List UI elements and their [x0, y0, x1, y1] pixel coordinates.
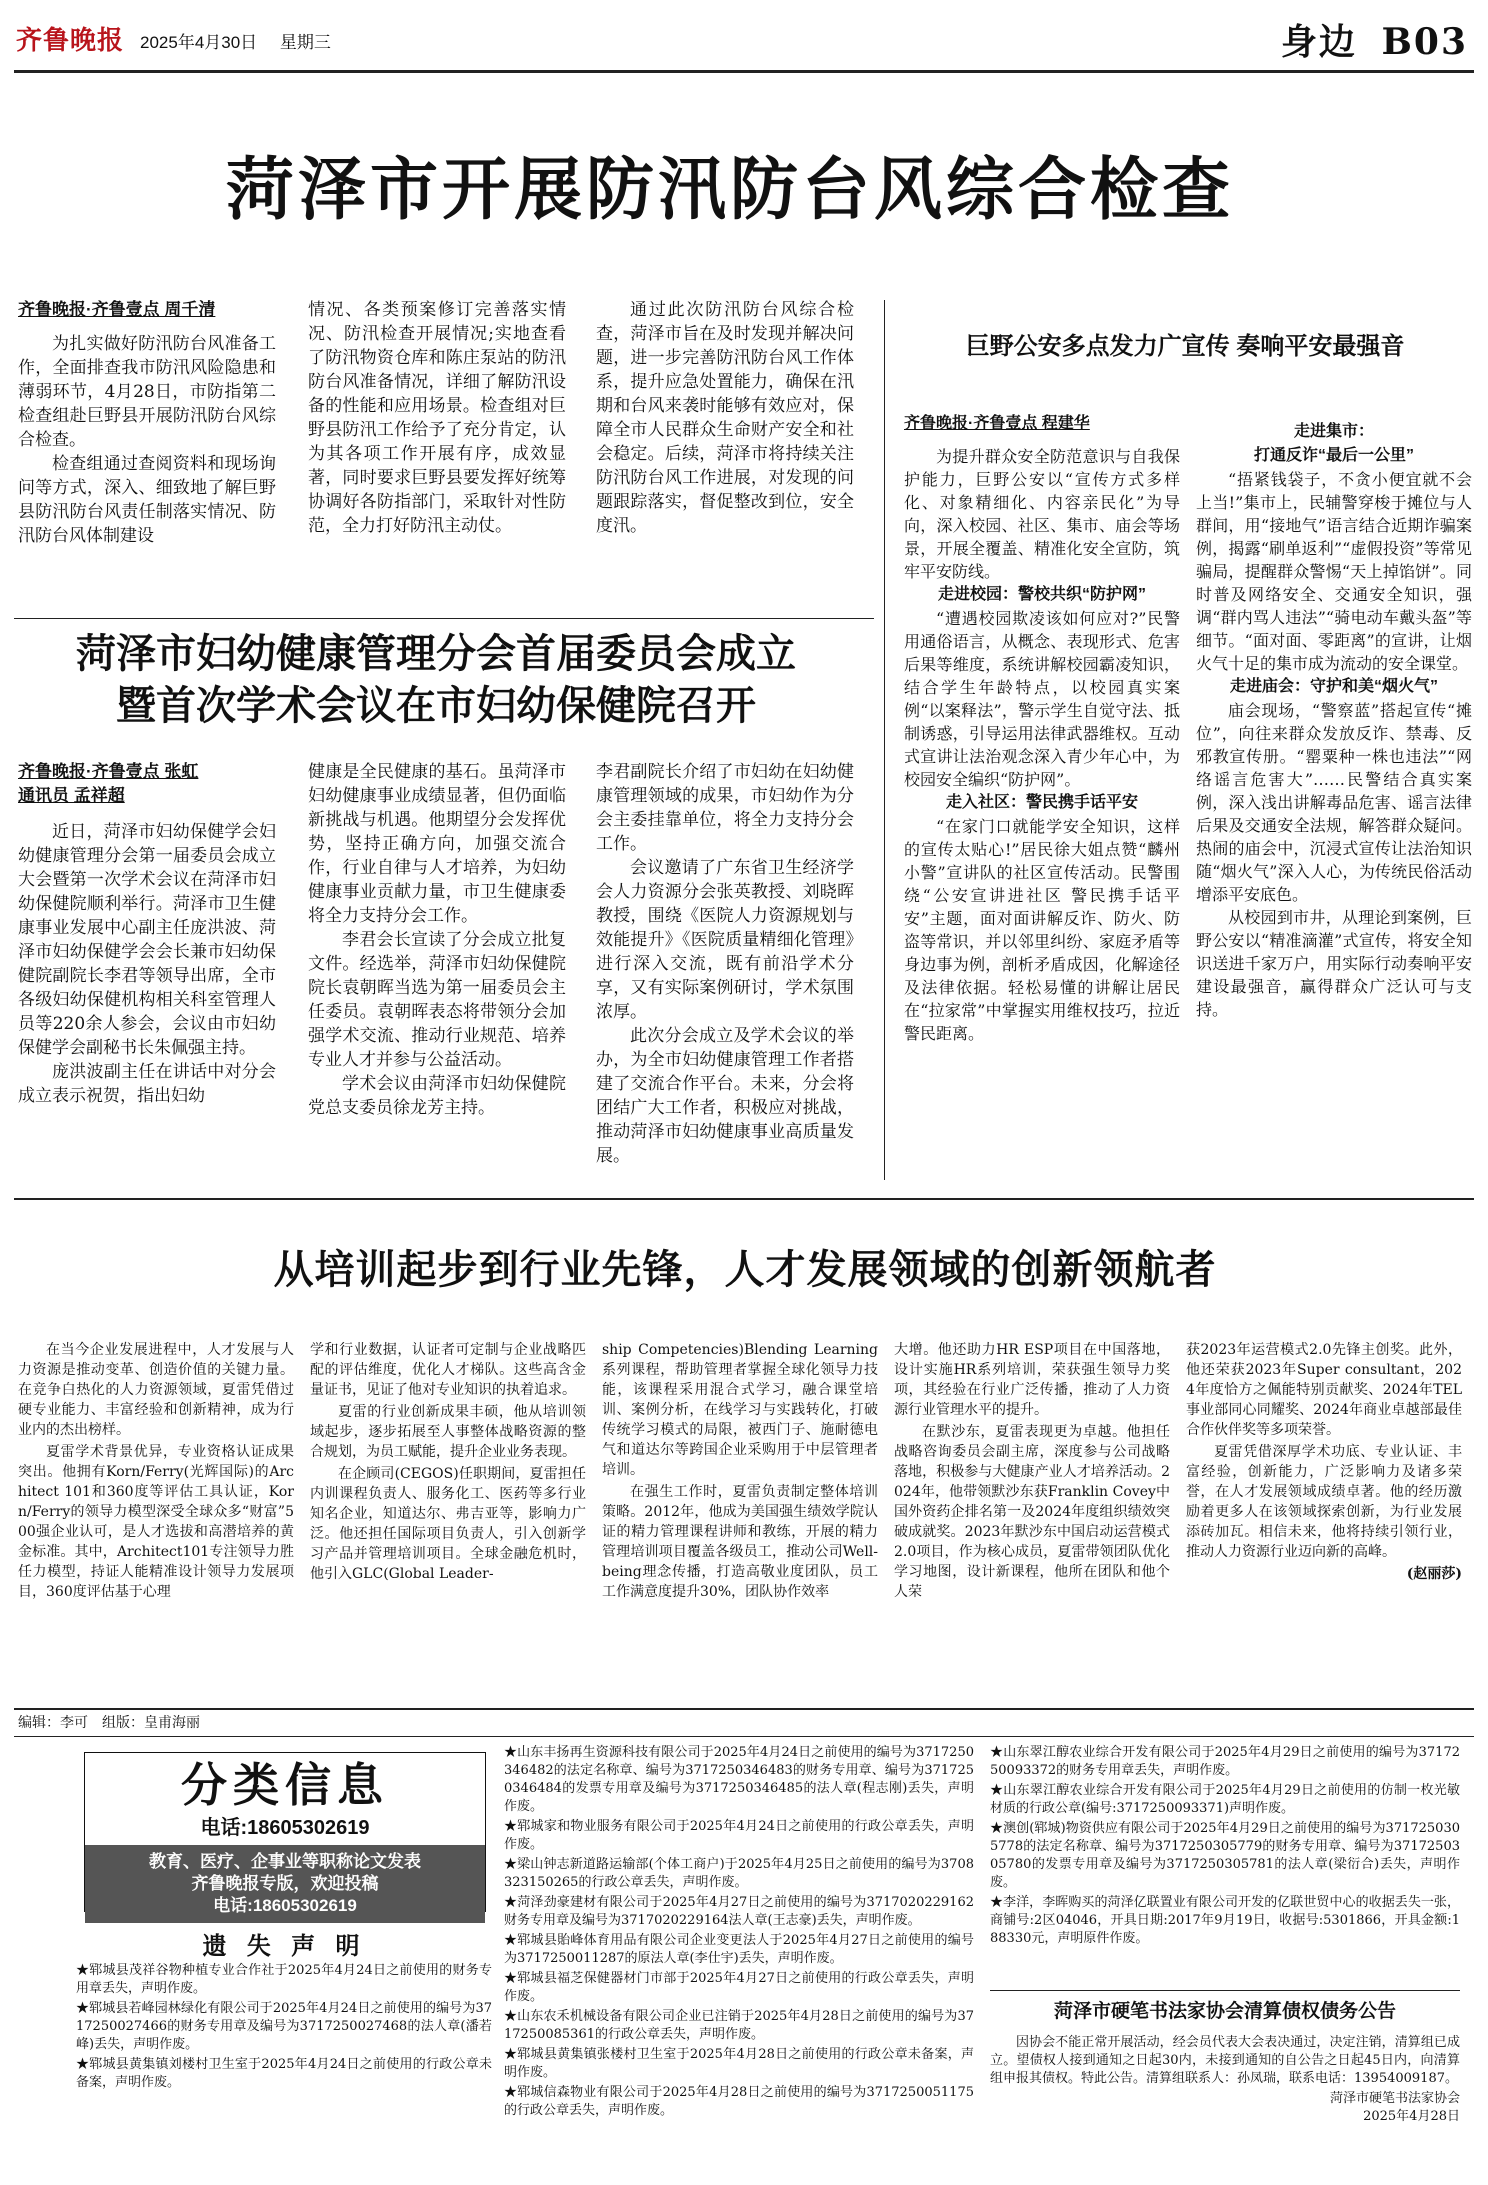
story3-para: “捂紧钱袋子，不贪小便宜就不会上当!”集市上，民辅警穿梭于摊位与人群间，用“接地气”语言结合近期诈骗案例，揭露“刷单返利”“虚假投资”等常见骗局，提醒群众警惕“天上掉馅饼”。同时普及网络安全、交通安全知识，强调“群内骂人违法”“骑电动车戴头盔”等细节。“面对面、零距离”的宣讲，让烟火气十足的集市成为流动的安全课堂。: [1196, 470, 1472, 673]
story3-col2: [1196, 420, 1472, 1021]
story4-para: 学和行业数据，认证者可定制与企业战略匹配的评估维度，优化人才梯队。这些高含金量证书，见证了他对专业知识的执着追求。: [310, 1342, 586, 1398]
divider: [14, 1198, 1474, 1200]
story1-para: 为扎实做好防汛防台风准备工作，全面排查我市防汛风险隐患和薄弱环节，4月28日，市防指第二检查组赴巨野县开展防汛防台风综合检查。: [18, 334, 276, 450]
notice-item: ★梁山钟志新道路运输部(个体工商户)于2025年4月25日之前使用的编号为3708323150265的行政公章丢失，声明作废。: [504, 1857, 974, 1890]
notice-item: ★郓城家和物业服务有限公司于2025年4月24日之前使用的行政公章丢失，声明作废。: [504, 1819, 974, 1852]
lost-notices-mid: [504, 1744, 974, 2122]
notice-item: ★郓城县黄集镇刘楼村卫生室于2025年4月24日之前使用的行政公章未备案，声明作废。: [76, 2057, 492, 2090]
liquidation-notice-body: [990, 2034, 1460, 2126]
band-line: 齐鲁晚报专版，欢迎投稿: [191, 1874, 379, 1893]
story4-para: 在企顾司(CEGOS)任职期间，夏雷担任内训课程负责人、服务化工、医药等多行业知名企业，知道达尔、弗吉亚等，影响力广泛。他还担任国际项目负责人，引入创新学习产品并管理培训项目。全球金融危机时，他引入GLC(Global Leader-: [310, 1466, 586, 1582]
section-label: [1281, 14, 1468, 65]
classified-title: 分类信息: [181, 1759, 389, 1811]
story1-para: 通过此次防汛防台风综合检查，菏泽市旨在及时发现并解决问题，进一步完善防汛防台风工作体系，提升应急处置能力，确保在汛期和台风来袭时能够有效应对，保障全市人民群众生命财产安全和社会稳定。后续，菏泽市将持续关注防汛防台风工作进展，对发现的问题跟踪落实，督促整改到位，安全度汛。: [596, 300, 854, 536]
date-text: 2025年4月30日: [140, 33, 258, 52]
story3-subhead: 走进庙会：守护和美“烟火气”: [1229, 678, 1438, 695]
story2-byline-2: 通讯员 孟祥超: [18, 786, 125, 805]
issue-date: [140, 28, 331, 53]
notice-item: ★山东翠江醇农业综合开发有限公司于2025年4月29日之前使用的仿制一枚光敏材质的行政公章(编号:3717250093371)声明作废。: [990, 1783, 1460, 1816]
lost-notices-right: [990, 1744, 1460, 1950]
notice-item: ★郓城县黄集镇张楼村卫生室于2025年4月28日之前使用的行政公章未备案，声明作废。: [504, 2047, 974, 2080]
story1-headline: 菏泽市开展防汛防台风综合检查: [225, 150, 1234, 230]
page-header: [14, 8, 1474, 73]
story4-para: ship Competencies)Blending Learning系列课程，帮助管理者掌握全球化领导力技能，该课程采用混合式学习，融合课堂培训、案例分析，在线学习与实践转化，打破传统学习模式的局限，被西门子、施耐德电气和道达尔等跨国企业采购用于中层管理者培训。: [602, 1342, 878, 1478]
story4-col2: [310, 1340, 586, 1586]
story4-col1: [18, 1340, 294, 1604]
notice-item: ★菏泽劲豪建材有限公司于2025年4月27日之前使用的编号为3717020229162财务专用章及编号为3717020229164法人章(王志豪)丢失，声明作废。: [504, 1895, 974, 1928]
story4-para: 夏雷凭借深厚学术功底、专业认证、丰富经验，创新能力，广泛影响力及诸多荣誉，在人才发展领域成绩卓著。他的经历激励着更多人在该领域探索创新，为行业发展添砖加瓦。相信未来，他将持续引领行业，推动人力资源行业迈向新的高峰。: [1186, 1444, 1462, 1560]
story2-title-line2: 暨首次学术会议在市妇幼保健院召开: [116, 682, 756, 729]
story3-para: 从校园到市井，从理论到案例，巨野公安以“精准滴灌”式宣传，将安全知识送进千家万户，用实际行动奏响平安建设最强音，赢得群众广泛认可与支持。: [1196, 908, 1472, 1019]
story2-col3: [596, 760, 854, 1168]
notice-signer: 菏泽市硬笔书法家协会: [1329, 2091, 1460, 2106]
story1-col2: [308, 298, 566, 538]
liquidation-notice-title: 菏泽市硬笔书法家协会清算债权债务公告: [1053, 2001, 1396, 2022]
story2-col1: [18, 760, 276, 1108]
notice-body: 因协会不能正常开展活动，经会员代表大会表决通过，决定注销，清算组已成立。望债权人接到通知之日起30内，未接到通知的自公告之日起45日内，向清算组申报其债权。特此公告。清算组联系人：孙凤瑞，联系电话：13954009187。: [990, 2035, 1460, 2086]
column-divider: [884, 300, 885, 1180]
story3-para: 庙会现场，“警察蓝”搭起宣传“摊位”，向往来群众发放反诈、禁毒、反邪教宣传册。“罂粟种一株也违法”“网络谣言危害大”……民警结合真实案例，深入浅出讲解毒品危害、谣言法律后果及交通安全法规，解答群众疑问。热闹的庙会中，沉浸式宣传让法治知识随“烟火气”深入人心，为传统民俗活动增添平安底色。: [1196, 701, 1472, 904]
notice-item: ★郓城县若峰园林绿化有限公司于2025年4月24日之前使用的编号为3717250027466的财务专用章及编号为3717250027468的法人章(潘若峰)丢失，声明作废。: [76, 2001, 492, 2052]
story3-subhead: 走入社区：警民携手话平安: [945, 794, 1138, 811]
story2-title-line1: 菏泽市妇幼健康管理分会首届委员会成立: [76, 630, 796, 677]
story4-headline: 从培训起步到行业先锋，人才发展领域的创新领航者: [273, 1246, 1217, 1293]
story2-para: 庞洪波副主任在讲话中对分会成立表示祝贺，指出妇幼: [18, 1062, 276, 1106]
notice-item: ★山东翠江醇农业综合开发有限公司于2025年4月29日之前使用的编号为3717250093372的财务专用章丢失，声明作废。: [990, 1745, 1460, 1778]
notice-item: ★山东农禾机械设备有限公司企业已注销于2025年4月28日之前使用的编号为3717250085361的行政公章丢失，声明作废。: [504, 2009, 974, 2042]
story2-headline: [18, 628, 854, 732]
editor-credit: 编辑：李可 组版：皇甫海丽: [18, 1714, 200, 1730]
page-number: B03: [1381, 21, 1468, 63]
notice-item: ★郓城县茂祥谷物种植专业合作社于2025年4月24日之前使用的财务专用章丢失，声明作废。: [76, 1963, 492, 1996]
divider: [14, 618, 874, 619]
weekday-text: 星期三: [279, 33, 331, 52]
story4-para: 在强生工作时，夏雷负责制定整体培训策略。2012年，他成为美国强生绩效学院认证的精力管理课程讲师和教练，开展的精力管理培训项目覆盖各级员工，推动公司Well-being理念传播，打造高敬业度团队，员工工作满意度提升30%，团队协作效率: [602, 1484, 878, 1600]
story2-byline: 齐鲁晚报·齐鲁壹点 张虹: [18, 762, 199, 781]
band-line: 教育、医疗、企事业等职称论文发表: [149, 1852, 421, 1871]
story2-para: 健康是全民健康的基石。虽菏泽市妇幼健康事业成绩显著，但仍面临新挑战与机遇。他期望分会发挥优势，坚持正确方向，加强交流合作，行业自律与人才培养，为妇幼健康事业贡献力量，市卫生健康委将全力支持分会工作。: [308, 762, 566, 926]
story3-para: “在家门口就能学安全知识，这样的宣传太贴心!”居民徐大姐点赞“麟州小警”宣讲队的社区宣传活动。民警围绕“公安宣讲进社区 警民携手话平安”主题，面对面讲解反诈、防火、防盗等常识，并以邻里纠纷、家庭矛盾等身边事为例，剖析矛盾成因，化解途径及法律依据。轻松易懂的讲解让居民在“拉家常”中掌握实用维权技巧，拉近警民距离。: [904, 817, 1180, 1043]
story1-col1: [18, 298, 276, 548]
story3-subhead: 走进校园：警校共织“防护网”: [937, 586, 1146, 603]
story4-para: 夏雷的行业创新成果丰硕，他从培训领域起步，逐步拓展至人事整体战略资源的整合规划，为员工赋能，提升企业业务表现。: [310, 1404, 586, 1460]
story3-subhead: 走进集市：: [1293, 423, 1374, 440]
divider: [990, 1990, 1460, 1991]
newspaper-logo: 齐鲁晚报: [16, 26, 125, 56]
classified-box: [84, 1752, 486, 1915]
notice-item: ★澳创(郓城)物资供应有限公司于2025年4月29日之前使用的编号为3717250305778的法定名称章、编号为3717250305779的财务专用章、编号为3717250305780的发票专用章及编号为3717250305781的法人章(梁衍合)丢失，声明作废。: [990, 1821, 1460, 1890]
notice-item: ★李洋，李晖购买的菏泽亿联置业有限公司开发的亿联世贸中心的收据丢失一张，商铺号:2区04046，开具日期:2017年9月19日，收据号:5301866，开具金额:188330元，声明原件作废。: [990, 1895, 1460, 1946]
story1-para: 检查组通过查阅资料和现场询问等方式，深入、细致地了解巨野县防汛防台风责任制落实情况、防汛防台风体制建设: [18, 454, 276, 546]
story3-headline: 巨野公安多点发力广宣传 奏响平安最强音: [965, 333, 1405, 360]
story2-para: 李君副院长介绍了市妇幼在妇幼健康管理领域的成果，市妇幼作为分会主委挂靠单位，将全力支持分会工作。: [596, 762, 854, 854]
story3-para: “遭遇校园欺凌该如何应对?”民警用通俗语言，从概念、表现形式、危害后果等维度，系统讲解校园霸凌知识，结合学生年龄特点，以校园真实案例“以案释法”，警示学生自觉守法、抵制诱惑，引导运用法律武器维权。互动式宣讲让法治观念深入青少年心中，为校园安全编织“防护网”。: [904, 609, 1180, 789]
story4-col3: [602, 1340, 878, 1604]
story3-col1: [904, 412, 1180, 1045]
notice-item: ★郓城信森物业有限公司于2025年4月28日之前使用的编号为3717250051175的行政公章丢失，声明作废。: [504, 2085, 974, 2118]
lost-notice-title: 遗 失 声 明: [202, 1931, 366, 1960]
story2-para: 李君会长宣读了分会成立批复文件。经选举，菏泽市妇幼保健院院长袁朝晖当选为第一届委员会主任委员。袁朝晖表态将带领分会加强学术交流、推动行业规范、培养专业人才并参与公益活动。: [308, 930, 566, 1070]
story1-col3: [596, 298, 854, 538]
story4-col5: [1186, 1340, 1462, 1584]
section-name: 身边: [1280, 21, 1357, 63]
story4-para: 大增。他还助力HR ESP项目在中国落地，设计实施HR系列培训，荣获强生领导力奖项，其经验在行业广泛传播，推动了人力资源行业管理水平的提升。: [894, 1342, 1170, 1418]
notice-date: 2025年4月28日: [1363, 2109, 1460, 2124]
notice-item: ★郓城县福芝保健器材门市部于2025年4月27日之前使用的行政公章丢失，声明作废。: [504, 1971, 974, 2004]
story4-signoff: (赵丽莎): [1406, 1566, 1462, 1582]
story1-para: 情况、各类预案修订完善落实情况、防汛检查开展情况;实地查看了防汛物资仓库和陈庄泵站的防汛防台风准备情况，详细了解防汛设备的性能和应用场景。检查组对巨野县防汛工作给予了充分肯定，认为其各项工作开展有序，成效显著，同时要求巨野县要发挥好统筹协调好各防指部门，采取针对性防范，全力打好防汛主动仗。: [308, 300, 566, 536]
story2-para: 近日，菏泽市妇幼保健学会妇幼健康管理分会第一届委员会成立大会暨第一次学术会议在菏泽市妇幼保健院顺利举行。菏泽市卫生健康事业发展中心副主任庞洪波、菏泽市妇幼保健学会会长兼市妇幼保健院副院长李君等领导出席，全市各级妇幼保健机构相关科室管理人员等220余人参会，会议由市妇幼保健学会副秘书长朱佩强主持。: [18, 822, 276, 1058]
story4-para: 在当今企业发展进程中，人才发展与人力资源是推动变革、创造价值的关键力量。在竞争白热化的人力资源领域，夏雷凭借过硬专业能力、丰富经验和创新精神，成为行业内的杰出榜样。: [18, 1342, 294, 1438]
story3-byline: 齐鲁晚报·齐鲁壹点 程建华: [904, 415, 1090, 432]
notice-item: ★郓城县貽峰体育用品有限公司企业变更法人于2025年4月27日之前使用的编号为3717250011287的原法人章(李仕宇)丢失，声明作废。: [504, 1933, 974, 1966]
story4-para: 夏雷学术背景优异，专业资格认证成果突出。他拥有Korn/Ferry(光辉国际)的Architect 101和360度等评估工具认证，Korn/Ferry的领导力模型深受全球众多“财富”500强企业认可，是人才选拔和高潜培养的黄金标准。其中，Architect101专注领导力胜任力模型，持证人能精准设计领导力发展项目，360度评估基于心理: [18, 1444, 294, 1600]
classified-band: [85, 1845, 485, 1923]
lost-notices-left: [76, 1962, 492, 2094]
notice-item: ★山东丰扬再生资源科技有限公司于2025年4月24日之前使用的编号为3717250346482的法定名称章、编号为3717250346483的财务专用章、编号为3717250346484的发票专用章及编号为3717250346485的法人章(程志刚)丢失，声明作废。: [504, 1745, 974, 1814]
story2-para: 学术会议由菏泽市妇幼保健院党总支委员徐龙芳主持。: [308, 1074, 566, 1118]
story1-byline: 齐鲁晚报·齐鲁壹点 周千清: [18, 300, 216, 319]
story2-para: 此次分会成立及学术会议的举办，为全市妇幼健康管理工作者搭建了交流合作平台。未来，分会将团结广大工作者，积极应对挑战，推动菏泽市妇幼健康事业高质量发展。: [596, 1026, 854, 1166]
story2-para: 会议邀请了广东省卫生经济学会人力资源分会张英教授、刘晓晖教授，围绕《医院人力资源规划与效能提升》《医院质量精细化管理》进行深入交流，既有前沿学术分享，又有实际案例研讨，学术氛围浓厚。: [596, 858, 854, 1022]
band-line: 电话:18605302619: [213, 1896, 357, 1915]
story4-para: 获2023年运营模式2.0先锋主创奖。此外，他还荣获2023年Super consultant，2024年度恰方之佩能特别贡献奖、2024年TEL事业部同心同耀奖、2024年商业卓越部最佳合作伙伴奖等多项荣誉。: [1186, 1342, 1462, 1438]
story2-col2: [308, 760, 566, 1120]
classified-phone: 电话:18605302619: [200, 1817, 370, 1839]
divider: [14, 1736, 1474, 1737]
story3-subhead: 打通反诈“最后一公里”: [1253, 447, 1414, 464]
story4-para: 在默沙东，夏雷表现更为卓越。他担任战略咨询委员会副主席，深度参与公司战略落地，积极参与大健康产业人才培养活动。2024年，他带领默沙东获Franklin Covey中国外资药企排名第一及2024年度组织绩效突破成就奖。2023年默沙东中国启动运营模式2.0项目，作为核心成员，夏雷带领团队优化学习地图，设计新课程，他所在团队和他个人荣: [894, 1424, 1170, 1600]
story3-para: 为提升群众安全防范意识与自我保护能力，巨野公安以“宣传方式多样化、对象精细化、内容亲民化”为导向，深入校园、社区、集市、庙会等场景，开展全覆盖、精准化安全宣防，筑牢平安防线。: [904, 447, 1180, 581]
divider: [14, 1708, 1474, 1710]
story4-col4: [894, 1340, 1170, 1604]
